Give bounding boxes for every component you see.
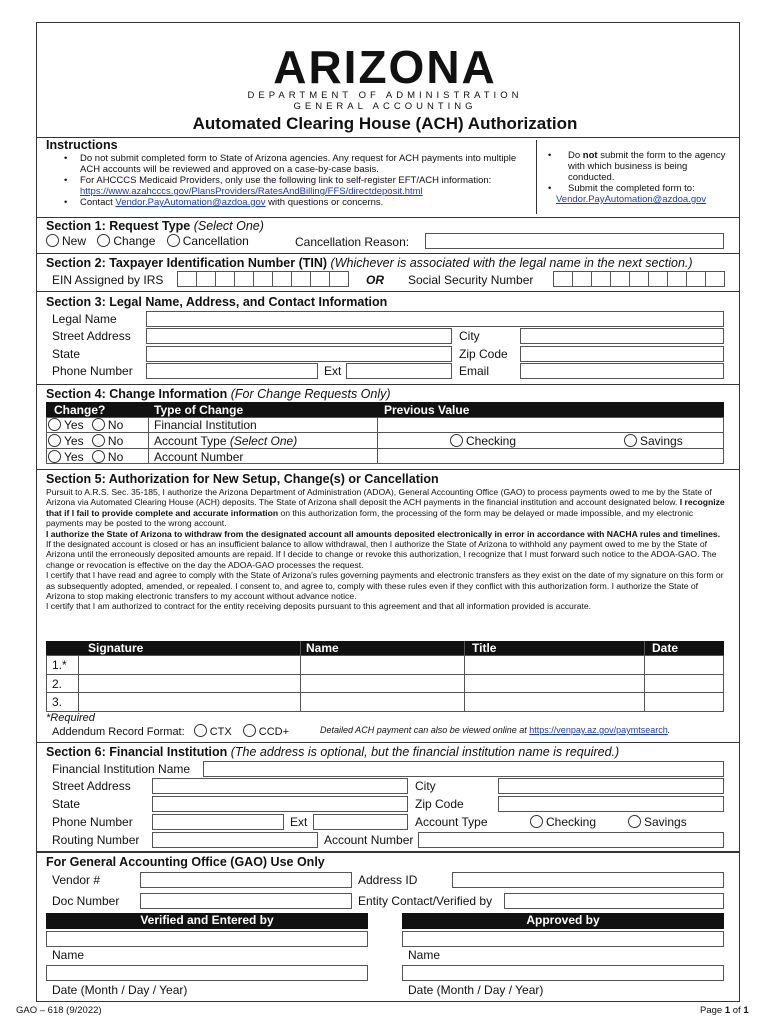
fin-state-label: State (52, 797, 81, 811)
signature-row-number: 2. (52, 677, 63, 691)
account-number-label: Account Number (154, 450, 244, 464)
instructions-vertical-divider (536, 140, 537, 214)
account-type-label: Account Type (Select One) (154, 434, 298, 448)
address-id-field[interactable] (452, 872, 724, 888)
doc-number-field[interactable] (140, 893, 352, 909)
account-number-field[interactable] (418, 832, 724, 848)
section6-heading: Section 6: Financial Institution (The address is optional, but the financial institution name is required.) (46, 745, 620, 759)
table-row-line (46, 692, 724, 693)
digit-box[interactable] (177, 271, 197, 287)
section3-heading: Section 3: Legal Name, Address, and Contact Information (46, 295, 388, 309)
email-field[interactable] (520, 363, 724, 379)
signature-table-header (46, 641, 724, 655)
routing-field[interactable] (152, 832, 318, 848)
approved-header: Approved by (402, 913, 724, 929)
title-divider (36, 137, 740, 138)
date-col-header: Date (652, 641, 679, 655)
email-label: Email (459, 364, 490, 378)
fin-zip-field[interactable] (498, 796, 724, 812)
digit-box[interactable] (272, 271, 292, 287)
fin-checking-option: Checking (530, 815, 596, 829)
previous-value-col-header: Previous Value (384, 403, 470, 417)
previous-savings-option: Savings (624, 434, 683, 448)
cancellation-radio[interactable] (167, 234, 180, 247)
table-col-line (78, 655, 79, 712)
digit-box[interactable] (553, 271, 573, 287)
certify-rules-paragraph: I certify that I have read and agree to comply with the State of Arizona's rules governing payments and electronic transfers as they exist on the date of my signature on this form or as subsequently adopted, amended, or repealed. I consent to, and agree to, comply with these rules even if they conflict with this authorization form. I authorize the State of Arizona to stop making electronic transfers to my account without advance notice. (46, 570, 724, 602)
fin-city-label: City (415, 779, 436, 793)
section2-heading: Section 2: Taxpayer Identification Number (TIN) (Whichever is associated with the legal name in the next section.) (46, 256, 693, 270)
page-indicator: Page 1 of 1 (700, 1005, 749, 1016)
table-col-line (300, 641, 301, 712)
section5-heading: Section 5: Authorization for New Setup, Change(s) or Cancellation (46, 472, 439, 486)
fin-city-field[interactable] (498, 778, 724, 794)
vendor-field[interactable] (140, 872, 352, 888)
city-label: City (459, 329, 480, 343)
form-number: GAO – 618 (9/2022) (16, 1005, 102, 1016)
section2-divider (36, 253, 740, 254)
approved-date-label: Date (Month / Day / Year) (408, 983, 544, 997)
change-col-header: Change? (54, 403, 106, 417)
digit-box[interactable] (310, 271, 330, 287)
state-label: State (52, 347, 81, 361)
section1-heading: Section 1: Request Type (Select One) (46, 219, 264, 233)
ssn-label: Social Security Number (408, 273, 534, 287)
digit-box[interactable] (215, 271, 235, 287)
submit-email-link[interactable]: Vendor.PayAutomation@azdoa.gov (556, 194, 707, 205)
digit-box[interactable] (591, 271, 611, 287)
signature-col-header: Signature (88, 641, 144, 655)
authorization-paragraph: Pursuit to A.R.S. Sec. 35-185, I authorize the Arizona Department of Administration (ADOA), General Accounting Office (GAO) to process payments owed to me by the State of Arizona via Automated Clearing House (ACH) deposits. The State of Arizona shall deposit the ACH payments in the financial institution and account designated below. I recognize that if I fail to provide complete and accurate information on this authorization form, the processing of the form may be delayed or made impossible, and my electronic payments may be posted to the wrong account. (46, 487, 725, 529)
required-note: *Required (46, 712, 95, 724)
logo-subtitle-department: DEPARTMENT OF ADMINISTRATION (247, 90, 523, 101)
vendor-label: Vendor # (52, 873, 101, 887)
state-field[interactable] (146, 346, 452, 362)
digit-box[interactable] (234, 271, 254, 287)
phone-label: Phone Number (52, 364, 133, 378)
digit-box[interactable] (686, 271, 706, 287)
fin-phone-field[interactable] (152, 814, 284, 830)
legal-name-field[interactable] (146, 311, 724, 327)
signature-row-number: 1.* (52, 658, 67, 672)
verified-name-field[interactable] (46, 965, 368, 981)
digit-box[interactable] (329, 271, 349, 287)
change-row-financial: Yes No (48, 418, 123, 432)
table-col-line (464, 641, 465, 712)
gao-divider (36, 851, 740, 853)
closed-account-paragraph: If the designated account is closed or has an insufficient balance to allow withdrawal, then I authorize the State of Arizona to withhold any payment owed to me by the State of Arizona until the erroneously deposited amounts are repaid. If I decide to change or revoke this authorization, I recognize that I must forward such notice to the ADOA-GAO. The change or revocation is effective on the day the ADOA-GAO processes the request. (46, 539, 717, 570)
digit-box[interactable] (196, 271, 216, 287)
city-field[interactable] (520, 328, 724, 344)
type-col-header: Type of Change (154, 403, 244, 417)
account-number-field-label: Account Number (324, 833, 414, 847)
fin-street-field[interactable] (152, 778, 408, 794)
ext-label: Ext (324, 364, 342, 378)
note-item: • Submit the completed form to: Vendor.PayAutomation@azdoa.gov (546, 183, 730, 205)
form-title: Automated Clearing House (ACH) Authorization (192, 114, 578, 133)
new-radio[interactable] (46, 234, 59, 247)
digit-box[interactable] (629, 271, 649, 287)
address-id-label: Address ID (358, 873, 418, 887)
approved-name-field[interactable] (402, 965, 724, 981)
fin-zip-label: Zip Code (415, 797, 464, 811)
instruction-item: • Do not submit completed form to State of Arizona agencies. Any request for ACH payments into multiple ACH accounts will be reviewed and approved on a case-by-case basis. (50, 153, 530, 175)
title-col-header: Title (472, 641, 497, 655)
instructions-heading: Instructions (46, 138, 118, 152)
digit-box[interactable] (648, 271, 668, 287)
change-table-header (46, 402, 724, 417)
fin-street-label: Street Address (52, 779, 131, 793)
venpay-link[interactable]: https://venpay.az.gov/paymtsearch (529, 725, 668, 735)
change-row-account-number: Yes No (48, 450, 123, 464)
certify-authorized-paragraph: I certify that I am authorized to contract for the entity receiving deposits pursuant to this agreement and that all information provided is accurate. (46, 601, 592, 612)
phone-field[interactable] (146, 363, 318, 379)
checking-radio[interactable] (530, 815, 543, 828)
signature-field[interactable] (80, 656, 299, 673)
section5-divider (36, 469, 740, 470)
previous-checking-option: Checking (450, 434, 516, 448)
ccd-radio[interactable] (243, 724, 256, 737)
instruction-item: • For AHCCCS Medicaid Providers, only use the following link to self-register EFT/ACH information: https://www.azahcccs.gov/PlansProviders/RatesAndBilling/FFS/directdeposit.html (50, 175, 530, 197)
cancellation-reason-label: Cancellation Reason: (295, 235, 410, 249)
fin-account-type-label: Account Type (415, 815, 488, 829)
fin-name-label: Financial Institution Name (52, 762, 191, 776)
approved-signature-field[interactable] (402, 931, 724, 947)
table-row-line (46, 674, 724, 675)
fin-state-field[interactable] (152, 796, 408, 812)
digit-box[interactable] (705, 271, 725, 287)
request-type-options: New Change Cancellation (46, 234, 249, 248)
financial-institution-label: Financial Institution (154, 418, 257, 432)
zip-label: Zip Code (459, 347, 508, 361)
zip-field[interactable] (520, 346, 724, 362)
ext-field[interactable] (346, 363, 452, 379)
authorization-text (46, 487, 728, 612)
logo-subtitle-accounting: GENERAL ACCOUNTING (293, 101, 477, 112)
fin-savings-option: Savings (628, 815, 687, 829)
fin-ext-field[interactable] (313, 814, 408, 830)
signature-row-number: 3. (52, 695, 63, 709)
withdraw-paragraph: I authorize the State of Arizona to withdraw from the designated account all amounts deposited electronically in error in accordance with NACHA rules and timelines. (46, 528, 721, 539)
section3-divider (36, 291, 740, 292)
ein-label: EIN Assigned by IRS (52, 273, 164, 287)
verified-date-label: Date (Month / Day / Year) (52, 983, 188, 997)
no-radio[interactable] (92, 450, 105, 463)
table-col-line (377, 417, 378, 464)
table-col-line (148, 417, 149, 464)
ahcccs-link[interactable]: https://www.azahcccs.gov/PlansProviders/RatesAndBilling/FFS/directdeposit.html (80, 186, 423, 197)
verified-signature-field[interactable] (46, 931, 368, 947)
routing-label: Routing Number (52, 833, 140, 847)
digit-box[interactable] (610, 271, 630, 287)
digit-box[interactable] (572, 271, 592, 287)
fin-phone-label: Phone Number (52, 815, 133, 829)
no-radio[interactable] (92, 418, 105, 431)
cancellation-reason-field[interactable] (425, 233, 724, 249)
instructions-list (50, 153, 530, 208)
submission-notes (546, 150, 730, 205)
approved-name-label: Name (408, 948, 441, 962)
ctx-radio[interactable] (194, 724, 207, 737)
verified-header: Verified and Entered by (46, 913, 368, 929)
entity-contact-field[interactable] (504, 893, 724, 909)
digit-box[interactable] (667, 271, 687, 287)
savings-radio[interactable] (628, 815, 641, 828)
gao-heading: For General Accounting Office (GAO) Use Only (46, 855, 325, 869)
contact-email-link[interactable]: Vendor.PayAutomation@azdoa.gov (115, 197, 266, 208)
section4-heading: Section 4: Change Information (For Change Requests Only) (46, 387, 391, 401)
or-label: OR (366, 273, 384, 287)
doc-number-label: Doc Number (52, 894, 120, 908)
fin-name-field[interactable] (203, 761, 724, 777)
section6-divider (36, 742, 740, 743)
savings-radio[interactable] (624, 434, 637, 447)
table-col-line (644, 641, 645, 712)
yes-radio[interactable] (48, 450, 61, 463)
entity-contact-label: Entity Contact/Verified by (358, 894, 493, 908)
change-radio[interactable] (97, 234, 110, 247)
yes-radio[interactable] (48, 434, 61, 447)
street-address-field[interactable] (146, 328, 452, 344)
detail-note: Detailed ACH payment can also be viewed online at https://venpay.az.gov/paymtsearch. (320, 725, 671, 735)
checking-radio[interactable] (450, 434, 463, 447)
digit-box[interactable] (291, 271, 311, 287)
verified-name-label: Name (52, 948, 85, 962)
fin-ext-label: Ext (290, 815, 308, 829)
change-row-account-type: Yes No (48, 434, 123, 448)
no-radio[interactable] (92, 434, 105, 447)
name-col-header: Name (306, 641, 339, 655)
section4-divider (36, 384, 740, 385)
legal-name-label: Legal Name (52, 312, 117, 326)
section1-divider (36, 217, 740, 218)
street-address-label: Street Address (52, 329, 131, 343)
digit-box[interactable] (253, 271, 273, 287)
note-item: • Do not submit the form to the agency with which business is being conducted. (546, 150, 730, 183)
yes-radio[interactable] (48, 418, 61, 431)
addendum-format: Addendum Record Format: CTX CCD+ (52, 726, 290, 738)
arizona-logo: ARIZONA (273, 41, 497, 93)
instruction-item: • Contact Vendor.PayAutomation@azdoa.gov with questions or concerns. (50, 197, 530, 208)
